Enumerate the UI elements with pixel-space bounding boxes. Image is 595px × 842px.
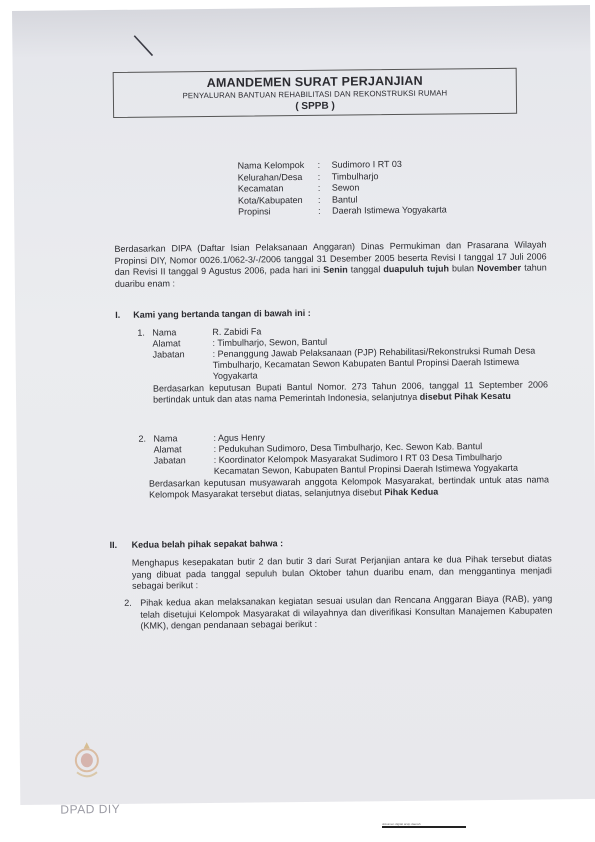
section-2-item: 2. Pihak kedua akan melaksanakan kegiatan sesuai usulan dan Rencana Anggaran Biaya (RAB), yang telah disetujui Kelompok Masyarakat di wilayahnya dan diverifikasi Konsultan Manajemen Kabupaten (KMK), dengan pendanaan sebagai berikut : <box>124 593 553 631</box>
info-key: Nama Kelompok <box>237 159 305 171</box>
info-row: Propinsi : Daerah Istimewa Yogyakarta <box>238 204 447 218</box>
party-name: : Agus Henry <box>213 432 266 443</box>
regional-emblem-icon <box>72 740 102 782</box>
party-basis: Berdasarkan keputusan musyawarah anggota Kelompok Masyarakat, bertindak untuk atas nama Kelompok Masyarakat tersebut diatas, selanjutnya disebut Pihak Kedua <box>148 474 550 500</box>
party-row: 1. Nama R. Zabidi Fa <box>137 323 547 338</box>
party-row: Jabatan : Koordinator Kelompok Masyarakat Sudimoro I RT 03 Desa Timbulharjo Kecamatan Sewon, Kabupaten Bantul Propinsi Daerah Istimewa Yogyakarta <box>153 451 519 476</box>
section-2-heading: II. Kedua belah pihak sepakat bahwa : <box>109 538 284 551</box>
footer-caption: dokumen digital arsip daerah <box>382 822 421 826</box>
document-title: AMANDEMEN SURAT PERJANJIAN <box>206 73 423 90</box>
section-2-paragraph: Menghapus kesepakatan butir 2 dan butir 3 dari Surat Perjanjian antara ke dua Pihak tersebut diatas yang dibuat pada tanggal sepuluh bulan Oktober tahun duaribu enam, dan menggantinya menjadi sebagai berikut : <box>131 553 552 591</box>
party-row: Alamat : Timbulharjo, Sewon, Bantul <box>152 336 328 349</box>
party-row: Jabatan : Penanggung Jawab Pelaksanaan (PJP) Rehabilitasi/Rekonstruksi Rumah Desa Timbulharjo, Kecamatan Sewon Kabupaten Bantul Propinsi Daerah Istimewa Yogyakarta <box>152 345 536 381</box>
info-row: Kelurahan/Desa : Timbulharjo <box>237 170 379 183</box>
info-value: Daerah Istimewa Yogyakarta <box>332 204 447 217</box>
party-1 <box>137 323 548 405</box>
footer-rule <box>382 826 466 828</box>
archive-watermark: DPAD DIY <box>60 801 121 817</box>
party-row: Alamat : Pedukuhan Sudimoro, Desa Timbulharjo, Kec. Sewon Kab. Bantul <box>153 441 483 455</box>
info-value: Sudimoro I RT 03 <box>331 158 402 170</box>
date-words: duapuluh tujuh <box>383 263 449 275</box>
title-box <box>113 68 517 118</box>
info-value: Bantul <box>331 194 358 205</box>
section-1-heading: I. Kami yang bertanda tangan di bawah ini : <box>115 307 311 320</box>
party-2 <box>138 429 549 500</box>
document-code: ( SPPB ) <box>295 100 335 113</box>
info-key: Kecamatan <box>237 183 284 194</box>
document-page <box>12 5 595 817</box>
party-row: 2. Nama : Agus Henry <box>138 429 548 444</box>
info-value: Timbulharjo <box>331 170 379 182</box>
info-key: Kelurahan/Desa <box>237 171 303 183</box>
info-row: Kota/Kabupaten : Bantul <box>237 194 358 206</box>
info-row: Nama Kelompok : Sudimoro I RT 03 <box>237 158 402 171</box>
info-row: Kecamatan : Sewon <box>237 182 360 194</box>
pen-mark-icon <box>130 33 160 59</box>
party-basis: Berdasarkan keputusan Bupati Bantul Nomor. 273 Tahun 2006, tanggal 11 September 2006 bertindak untuk dan atas nama Pemerintah Indonesia, selanjutnya disebut Pihak Kesatu <box>152 379 549 405</box>
party-name: R. Zabidi Fa <box>212 326 262 337</box>
info-key: Kota/Kabupaten <box>237 194 303 206</box>
document-subtitle: PENYALURAN BANTUAN REHABILITASI DAN REKONSTRUKSI RUMAH <box>182 88 448 101</box>
group-info <box>238 158 447 218</box>
month-name: November <box>477 262 522 274</box>
day-name: Senin <box>323 264 348 275</box>
intro-paragraph: Berdasarkan DIPA (Daftar Isian Pelaksanaan Anggaran) Dinas Permukiman dan Prasarana Wilayah Propinsi DIY, Nomor 0026.1/062-3/-/2006 tanggal 31 Desember 2005 beserta Revisi I tanggal 17 Juli 2006 dan Revisi II tanggal 9 Agustus 2006, pada hari ini Senin tanggal duapuluh tujuh bulan November tahun duaribu enam : <box>114 239 547 289</box>
info-value: Sewon <box>331 182 360 193</box>
info-key: Propinsi <box>238 206 271 218</box>
